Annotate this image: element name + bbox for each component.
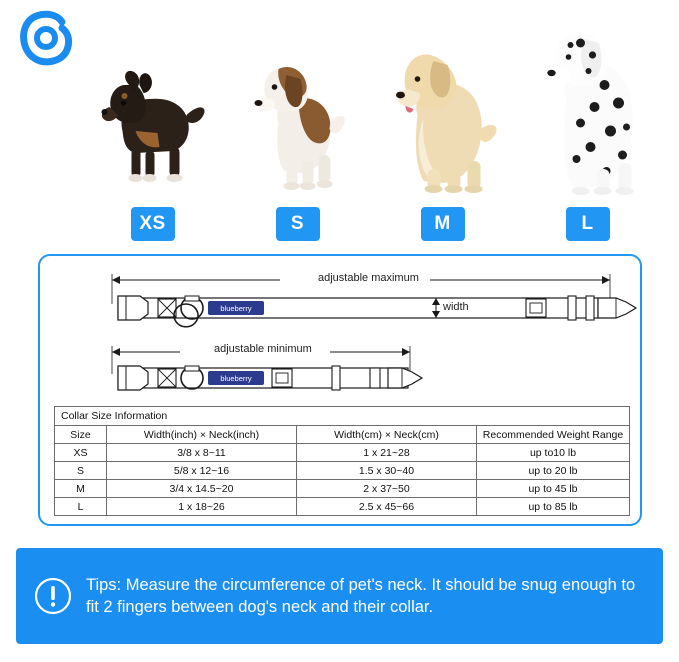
collar-diagram-panel	[38, 254, 642, 526]
size-badge-l: L	[566, 207, 610, 241]
tips-text: Tips: Measure the circumference of pet's neck. It should be snug enough to fit 2 fingers between dog's neck and their collar.	[86, 575, 636, 616]
size-badge-m: M	[421, 207, 465, 241]
cell-weight: up to 85 lb	[477, 498, 630, 516]
table-row	[55, 498, 630, 516]
cell-inch: 3/8 x 8~11	[107, 444, 297, 462]
table-row	[55, 480, 630, 498]
table-header-row	[55, 426, 630, 444]
cell-inch: 1 x 18~26	[107, 498, 297, 516]
exclamation-circle-icon	[34, 577, 72, 615]
adjustable-minimum-label: adjustable minimum	[214, 343, 312, 355]
cell-size: XS	[55, 444, 107, 462]
size-badge-s: S	[276, 207, 320, 241]
svg-text:blueberry: blueberry	[220, 304, 252, 313]
dog-photo-m	[370, 11, 515, 201]
dog-photo-l	[515, 11, 660, 201]
blueberry-pet-logo	[16, 10, 76, 68]
header-inch: Width(inch) × Neck(inch)	[107, 426, 297, 444]
header-cm: Width(cm) × Neck(cm)	[297, 426, 477, 444]
cell-size: M	[55, 480, 107, 498]
cell-inch: 3/4 x 14.5~20	[107, 480, 297, 498]
table-title: Collar Size Information	[55, 407, 630, 426]
table-row	[55, 444, 630, 462]
cell-cm: 2.5 x 45~66	[297, 498, 477, 516]
tips-bar	[16, 548, 663, 644]
dog-photo-s	[225, 11, 370, 201]
dog-cell-l	[515, 6, 660, 241]
size-table-wrap	[54, 406, 630, 516]
dog-cell-m	[370, 6, 515, 241]
svg-text:blueberry: blueberry	[220, 374, 252, 383]
header-size: Size	[55, 426, 107, 444]
collar-diagram	[40, 256, 640, 404]
table-title-row	[55, 407, 630, 426]
dog-sizes-row	[80, 6, 660, 241]
header-weight: Recommended Weight Range	[477, 426, 630, 444]
dog-cell-s	[225, 6, 370, 241]
dog-cell-xs	[80, 6, 225, 241]
size-badge-xs: XS	[131, 207, 175, 241]
cell-weight: up to 45 lb	[477, 480, 630, 498]
cell-weight: up to10 lb	[477, 444, 630, 462]
cell-weight: up to 20 lb	[477, 462, 630, 480]
cell-cm: 1.5 x 30~40	[297, 462, 477, 480]
cell-cm: 1 x 21~28	[297, 444, 477, 462]
cell-inch: 5/8 x 12~16	[107, 462, 297, 480]
collar-size-table	[54, 406, 630, 516]
adjustable-maximum-label: adjustable maximum	[318, 272, 419, 284]
dog-photo-xs	[80, 11, 225, 201]
table-row	[55, 462, 630, 480]
cell-cm: 2 x 37~50	[297, 480, 477, 498]
cell-size: L	[55, 498, 107, 516]
width-label: width	[443, 301, 469, 313]
cell-size: S	[55, 462, 107, 480]
